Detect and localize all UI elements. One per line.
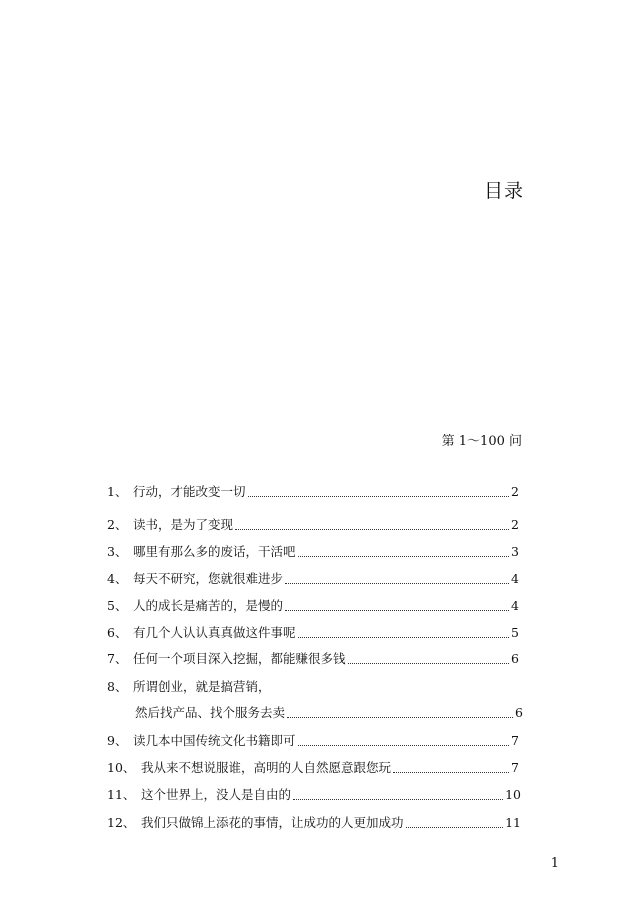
- dot-leader: [248, 495, 510, 497]
- toc-entry-text: 每天不研究，您就很难进步: [133, 571, 284, 586]
- dot-leader: [293, 798, 503, 800]
- toc-entry-page: 3: [511, 544, 519, 559]
- toc-entry-number: 9、: [107, 733, 128, 748]
- dot-leader: [285, 609, 509, 611]
- toc-entry-text: 我们只做锦上添花的事情，让成功的人更加成功: [141, 815, 404, 830]
- toc-entry-9[interactable]: [107, 731, 519, 749]
- dot-leader: [298, 744, 510, 746]
- toc-entry-page: 4: [511, 598, 519, 613]
- toc-entry-text: 行动，才能改变一切: [133, 484, 246, 499]
- toc-entry-number: 11、: [107, 787, 136, 802]
- toc-entry-number: 3、: [107, 544, 128, 559]
- dot-leader: [287, 716, 513, 718]
- dot-leader: [348, 662, 510, 664]
- toc-entry-7[interactable]: [107, 649, 519, 667]
- toc-entry-5[interactable]: [107, 596, 519, 614]
- toc-entry-number: 6、: [107, 625, 128, 640]
- dot-leader: [298, 636, 510, 638]
- toc-entry-10[interactable]: [107, 758, 519, 776]
- toc-entry-3[interactable]: [107, 542, 519, 560]
- dot-leader: [235, 528, 509, 530]
- dot-leader: [393, 771, 509, 773]
- dot-leader: [285, 582, 509, 584]
- toc-entry-number: 7、: [107, 651, 128, 666]
- toc-entry-text: 读几本中国传统文化书籍即可: [133, 733, 296, 748]
- toc-entry-page: 5: [511, 625, 519, 640]
- toc-entry-page: 2: [511, 517, 519, 532]
- toc-entry-page: 11: [505, 815, 521, 830]
- toc-entry-page: 7: [511, 760, 519, 775]
- toc-entry-text: 我从来不想说服谁，高明的人自然愿意跟您玩: [141, 760, 392, 775]
- toc-entry-text: 人的成长是痛苦的，是慢的: [133, 598, 284, 613]
- toc-entry-page: 10: [505, 787, 521, 802]
- toc-entry-12[interactable]: [107, 813, 521, 831]
- toc-entry-8-continuation[interactable]: [107, 703, 523, 721]
- page-number: 1: [550, 856, 559, 871]
- toc-entry-page: 6: [515, 705, 523, 720]
- toc-entry-number: 8、: [107, 679, 128, 694]
- toc-entry-number: 10、: [107, 760, 136, 775]
- toc-entry-text: 读书，是为了变现: [133, 517, 234, 532]
- toc-entry-page: 4: [511, 571, 519, 586]
- dot-leader: [406, 826, 504, 828]
- toc-title: 目录: [483, 180, 524, 202]
- toc-entry-page: 6: [511, 651, 519, 666]
- toc-entry-text: 哪里有那么多的废话，干活吧: [133, 544, 296, 559]
- toc-entry-text: 有几个人认认真真做这件事呢: [133, 625, 296, 640]
- toc-entry-11[interactable]: [107, 785, 521, 803]
- toc-entry-number: 4、: [107, 571, 128, 586]
- toc-entry-text: 任何一个项目深入挖掘，都能赚很多钱: [133, 651, 346, 666]
- toc-entry-2[interactable]: [107, 515, 519, 533]
- toc-entry-8[interactable]: [107, 677, 519, 695]
- toc-entry-page: 7: [511, 733, 519, 748]
- toc-entry-6[interactable]: [107, 623, 519, 641]
- toc-entry-4[interactable]: [107, 569, 519, 587]
- dot-leader: [298, 555, 510, 557]
- toc-entry-number: 5、: [107, 598, 128, 613]
- toc-entry-text: 这个世界上，没人是自由的: [141, 787, 292, 802]
- toc-entry-text: 然后找产品、找个服务去卖: [135, 705, 286, 720]
- toc-entry-text: 所谓创业，就是搞营销，: [133, 679, 271, 694]
- toc-entry-number: 1、: [107, 484, 128, 499]
- toc-subtitle: 第 1～100 问: [441, 434, 522, 449]
- toc-entry-1[interactable]: [107, 482, 519, 500]
- toc-entry-number: 12、: [107, 815, 136, 830]
- toc-entry-page: 2: [511, 484, 519, 499]
- toc-entry-number: 2、: [107, 517, 128, 532]
